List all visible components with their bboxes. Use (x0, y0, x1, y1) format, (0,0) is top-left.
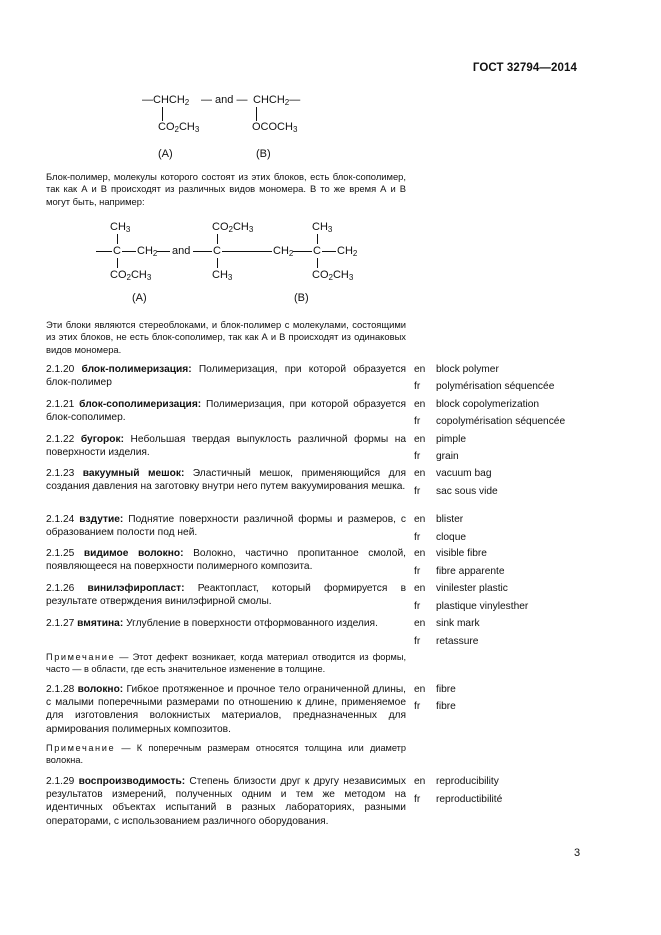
lang-en-2-1-21: en block copolymerization (414, 399, 540, 410)
substituent-ch3-top-a: $CH_3$ (110, 221, 131, 234)
atom-c: C (213, 245, 221, 257)
lang-en-2-1-26: en vinilester plastic (414, 583, 508, 594)
term-entry-2-1-25: 2.1.25 видимое волокно: Волокно, частично пропитанное смолой, появляющееся на поверхности полимерного композита. (46, 548, 406, 573)
formula-a-substituent: $CO_2CH_3$ (158, 121, 200, 134)
formula-b-substituent: $OCOCH_3$ (252, 121, 298, 134)
atom-c: C (113, 245, 121, 257)
substituent-co2ch3-top: $CO_2CH_3$ (212, 221, 254, 234)
bond-line (317, 234, 318, 244)
bond-line (117, 234, 118, 244)
bond-line (293, 251, 312, 252)
lang-en-2-1-23: en vacuum bag (414, 468, 492, 479)
substituent-ch3-bottom: $CH_3$ (212, 269, 233, 282)
term-entry-2-1-24: 2.1.24 вздутие: Поднятие поверхности различной формы и размеров, с образованием полости под ней. (46, 514, 406, 539)
group-ch2: $CH_2$ (273, 245, 294, 258)
lang-fr-2-1-26: fr plastique vinylesther (414, 601, 529, 612)
substituent-co2ch3-bottom-b: $CO_2CH_3$ (312, 269, 354, 282)
atom-c: C (313, 245, 321, 257)
label-a: (A) (158, 148, 173, 160)
formula-b-main: $CHCH_2—$ (253, 94, 301, 107)
formula-joiner: — and — (201, 94, 248, 106)
lang-en-2-1-28: en fibre (414, 684, 456, 695)
lang-en-2-1-25: en visible fibre (414, 548, 487, 559)
label-a: (A) (132, 292, 147, 304)
paragraph-stereoblocks: Эти блоки являются стереоблоками, и блок-полимер с молекулами, состоящими из этих блоков, не есть блок-сополимер, так как А и В происходят из одинаковых видов мономера. (46, 319, 406, 355)
lang-fr-2-1-23: fr sac sous vide (414, 486, 498, 497)
substituent-ch3-top-b: $CH_3$ (312, 221, 333, 234)
label-b: (B) (294, 292, 309, 304)
term-entry-2-1-28: 2.1.28 волокно: Гибкое протяженное и прочное тело ограниченной длины, с малыми поперечными размерами по отношению к длине, применяемое для изготовления волокнистых материалов, предназначенных для армирования полимерных композитов. (46, 684, 406, 735)
word-and: and (172, 245, 191, 257)
bond-line (322, 251, 336, 252)
lang-fr-2-1-21: fr copolymérisation séquencée (414, 416, 566, 427)
group-ch2: $CH_2$ (137, 245, 158, 258)
bond-line (157, 251, 170, 252)
lang-fr-2-1-29: fr reproductibilité (414, 794, 503, 805)
lang-en-2-1-24: en blister (414, 514, 464, 525)
bond-line (96, 251, 112, 252)
lang-en-2-1-20: en block polymer (414, 364, 499, 375)
bond-line (317, 258, 318, 268)
term-entry-2-1-27: 2.1.27 вмятина: Углубление в поверхности отформованного изделия. (46, 618, 378, 629)
substituent-co2ch3-bottom-a: $CO_2CH_3$ (110, 269, 152, 282)
lang-fr-2-1-20: fr polymérisation séquencée (414, 381, 555, 392)
lang-en-2-1-22: en pimple (414, 434, 467, 445)
lang-fr-2-1-28: fr fibre (414, 701, 456, 712)
formula-a-main: $—CHCH_2$ (142, 94, 190, 107)
page-number: 3 (574, 847, 581, 859)
term-entry-2-1-20: 2.1.20 блок-полимеризация: Полимеризация, при которой образуется блок-полимер (46, 364, 406, 389)
group-ch2: $CH_2$ (337, 245, 358, 258)
bond-line (222, 251, 272, 252)
term-entry-2-1-23: 2.1.23 вакуумный мешок: Эластичный мешок, применяющийся для создания давления на заготовку внутри него путем вакуумирования мешка. (46, 468, 406, 493)
note-2-1-28: Примечание — К поперечным размерам относятся толщина или диаметр волокна. (46, 743, 406, 765)
lang-fr-2-1-24: fr cloque (414, 532, 467, 543)
label-b: (B) (256, 148, 271, 160)
lang-fr-2-1-27: fr retassure (414, 636, 479, 647)
bond-line (122, 251, 136, 252)
lang-fr-2-1-25: fr fibre apparente (414, 566, 505, 577)
structural-formula-2 (0, 0, 661, 360)
paragraph-block-copolymer: Блок-полимер, молекулы которого состоят из этих блоков, есть блок-сополимер, так как А и В происходят из различных видов мономера. В то же время А и В могут быть, например: (46, 171, 406, 207)
note-2-1-27: Примечание — Этот дефект возникает, когда материал отводится из формы, часто — в области, где есть значительное изменение в толщине. (46, 652, 406, 674)
standard-designation: ГОСТ 32794—2014 (472, 62, 577, 74)
bond-line (217, 234, 218, 244)
lang-en-2-1-27: en sink mark (414, 618, 480, 629)
term-entry-2-1-26: 2.1.26 винилэфиропласт: Реактопласт, который формируется в результате отверждения винилэфирной смолы. (46, 583, 406, 608)
term-entry-2-1-21: 2.1.21 блок-сополимеризация: Полимеризация, при которой образуется блок-сополимер. (46, 399, 406, 424)
bond-line (117, 258, 118, 268)
bond-line (217, 258, 218, 268)
term-entry-2-1-22: 2.1.22 бугорок: Небольшая твердая выпуклость различной формы на поверхности изделия. (46, 434, 406, 459)
lang-fr-2-1-22: fr grain (414, 451, 459, 462)
term-entry-2-1-29: 2.1.29 воспроизводимость: Степень близости друг к другу независимых результатов измерений, полученных одним и тем же методом на идентичных объектах испытаний в разных лабораториях, разными операторами, с использованием различного оборудования. (46, 776, 406, 827)
lang-en-2-1-29: en reproducibility (414, 776, 499, 787)
bond-line (193, 251, 212, 252)
